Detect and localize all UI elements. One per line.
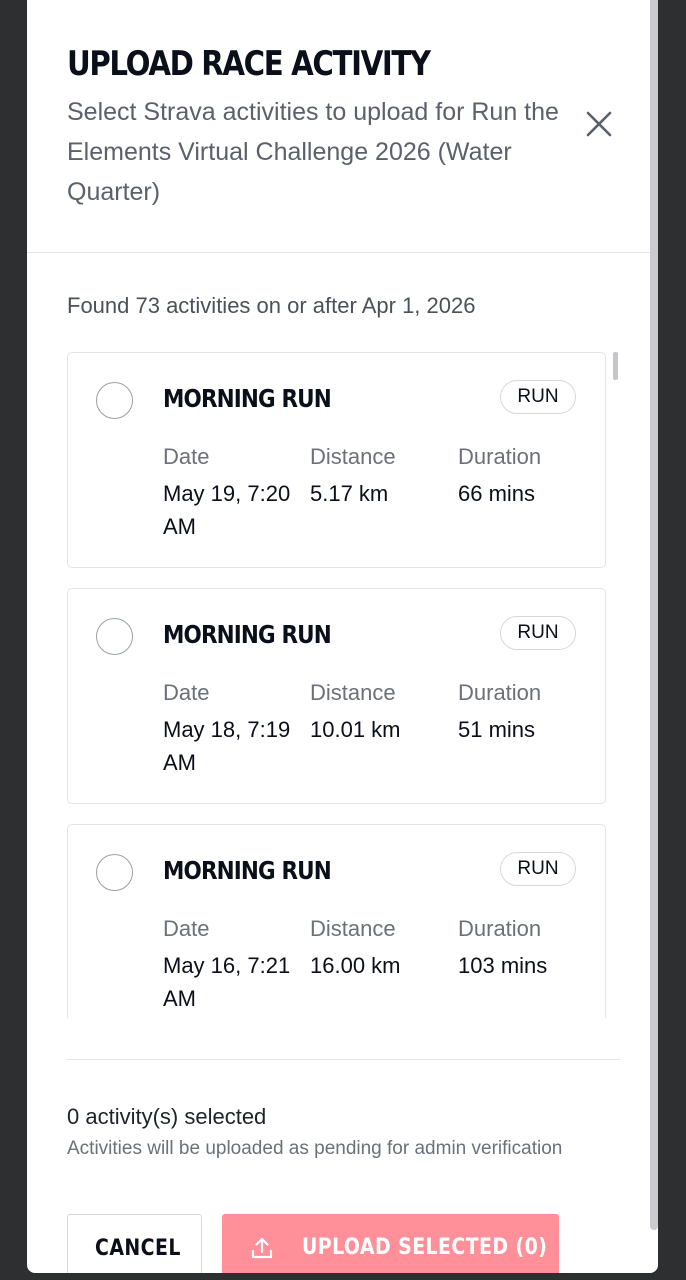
activity-distance: 10.01 km [310,717,401,742]
distance-label: Distance [310,916,396,941]
close-icon[interactable] [583,108,615,140]
activity-list[interactable] [67,352,607,1018]
footer-divider [67,1059,620,1060]
date-label: Date [163,444,210,469]
activity-type-badge: RUN [500,380,576,414]
activity-card[interactable] [67,588,606,804]
activity-date: May 19, 7:20 AM [163,481,291,539]
upload-selected-button[interactable] [222,1214,559,1273]
activity-distance: 5.17 km [310,481,389,506]
modal-scrollbar[interactable] [650,0,658,1230]
activity-list-scrollbar[interactable] [613,352,618,380]
modal-subtitle: Select Strava activities to upload for Run the Elements Virtual Challenge 2026 (Water Quarter) [67,98,559,206]
activity-select-radio[interactable] [96,382,133,419]
activity-duration: 66 mins [458,481,536,506]
activity-distance: 16.00 km [310,953,401,978]
close-button[interactable] [583,108,615,140]
upload-race-activity-modal [27,0,658,1273]
activity-card[interactable] [67,352,606,568]
duration-label: Duration [458,680,542,705]
activity-date: May 16, 7:21 AM [163,953,291,1011]
activity-select-radio[interactable] [96,854,133,891]
duration-label: Duration [458,916,542,941]
date-label: Date [163,680,210,705]
activity-type-badge: RUN [500,852,576,886]
selected-count-text: 0 activity(s) selected [67,1104,267,1129]
distance-label: Distance [310,444,396,469]
activity-duration: 103 mins [458,953,548,978]
cancel-button[interactable] [67,1214,202,1273]
upload-icon [250,1236,274,1260]
cancel-button-label: CANCEL [95,1236,181,1261]
found-activities-text: Found 73 activities on or after Apr 1, 2026 [67,293,476,318]
date-label: Date [163,916,210,941]
activity-select-radio[interactable] [96,618,133,655]
activity-name: MORNING RUN [163,620,331,649]
duration-label: Duration [458,444,542,469]
activity-name: MORNING RUN [163,856,331,885]
activity-type-badge: RUN [500,616,576,650]
distance-label: Distance [310,680,396,705]
activity-card[interactable] [67,824,606,1018]
activity-duration: 51 mins [458,717,536,742]
modal-title: UPLOAD RACE ACTIVITY [67,44,430,84]
activity-name: MORNING RUN [163,384,331,413]
verification-note: Activities will be uploaded as pending for admin verification [67,1138,563,1159]
activity-date: May 18, 7:19 AM [163,717,291,775]
upload-button-label: UPLOAD SELECTED (0) [302,1235,548,1260]
modal-header [27,0,658,253]
